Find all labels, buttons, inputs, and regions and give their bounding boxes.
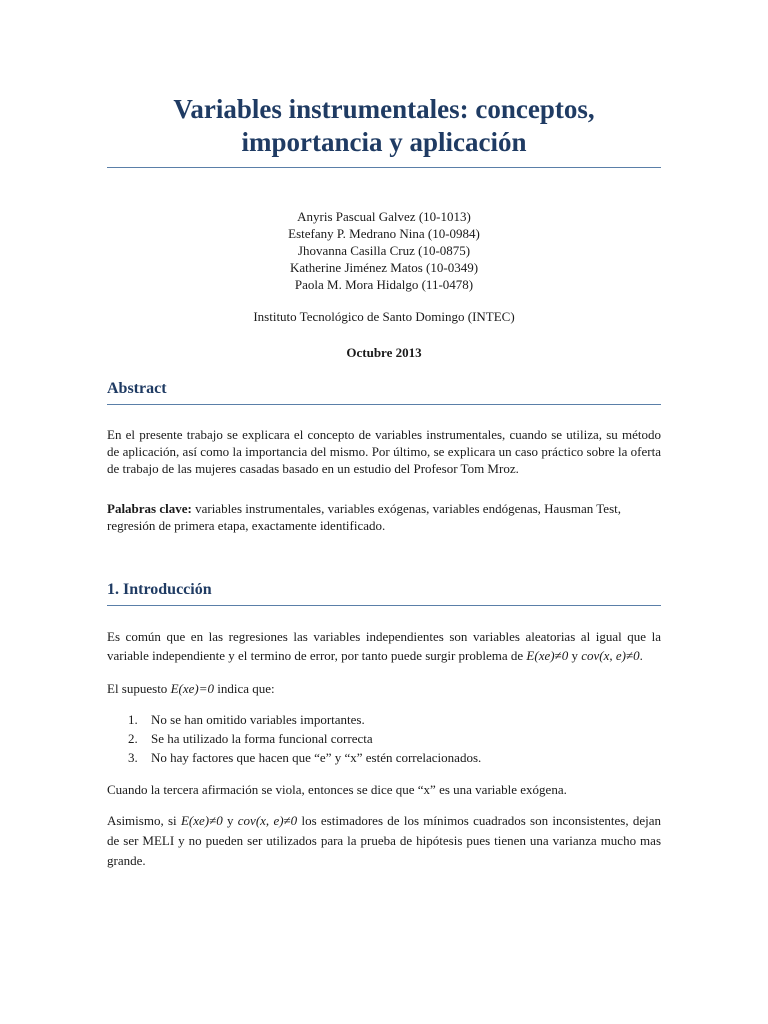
institution: Instituto Tecnológico de Santo Domingo (INTEC): [253, 309, 515, 324]
introduction-heading: 1. Introducción: [107, 581, 212, 598]
math-expression: E(xe)≠0: [180, 813, 223, 828]
title-line-2: importancia y aplicación: [241, 127, 527, 157]
author: Anyris Pascual Galvez (10-1013): [297, 209, 471, 224]
intro-paragraph-1: [107, 627, 661, 665]
section-divider: [107, 605, 661, 606]
paragraph-text: El supuesto: [107, 681, 171, 696]
math-expression: E(xe)=0: [170, 681, 214, 696]
list-number: 1.: [128, 712, 138, 727]
list-item: [107, 710, 661, 729]
paragraph-text: .: [639, 648, 643, 663]
math-expression: cov(x, e)≠0: [581, 648, 640, 663]
author: Katherine Jiménez Matos (10-0349): [289, 260, 479, 275]
list-number: 2.: [128, 731, 138, 746]
list-text: No hay factores que hacen que “e” y “x” estén correlacionados.: [151, 750, 482, 765]
math-expression: E(xe)≠0: [526, 648, 569, 663]
author-list: [107, 208, 661, 293]
list-item: [107, 748, 661, 767]
abstract-text: En el presente trabajo se explicara el concepto de variables instrumentales, cuando se utiliza, su método de aplicación, así como la importancia del mismo. Por último, se explicara un caso práctico sobre la oferta de trabajo de las mujeres casadas basado en un estudio del Profesor Tom Mroz.: [107, 427, 661, 476]
paragraph-text: los estimadores de los mínimos cuadrados son inconsistentes, dejan de ser MELI y no pueden ser utilizados para la prueba de hipótesis pues tienen una varianza mucho mas grande.: [107, 813, 662, 868]
paragraph-text: indica que:: [213, 681, 275, 696]
title-divider: [107, 167, 661, 168]
assumption-list: [107, 710, 661, 767]
intro-paragraph-2: [107, 679, 661, 698]
list-item: [107, 729, 661, 748]
list-text: Se ha utilizado la forma funcional correcta: [151, 731, 373, 746]
math-expression: cov(x, e)≠0: [237, 813, 298, 828]
keywords: [107, 500, 661, 534]
author: Estefany P. Medrano Nina (10-0984): [288, 226, 480, 241]
list-number: 3.: [128, 750, 138, 765]
intro-paragraph-3: Cuando la tercera afirmación se viola, entonces se dice que “x” es una variable exógena.: [107, 782, 567, 797]
publication-date: Octubre 2013: [346, 345, 422, 360]
paragraph-text: Es común que en las regresiones las variables independientes son variables aleatorias al igual que la variable independiente y el termino de error, por tanto puede surgir problema de: [107, 629, 661, 663]
intro-paragraph-4: [107, 811, 661, 871]
section-divider: [107, 404, 661, 405]
paper-title: [107, 0, 661, 159]
keywords-label: Palabras clave:: [107, 501, 192, 516]
title-line-1: Variables instrumentales: conceptos,: [173, 94, 595, 124]
list-text: No se han omitido variables importantes.: [151, 712, 365, 727]
keywords-text: variables instrumentales, variables exógenas, variables endógenas, Hausman Test, regresión de primera etapa, exactamente identificado.: [107, 501, 622, 533]
abstract-heading: Abstract: [107, 380, 167, 397]
paragraph-text: y: [222, 813, 238, 828]
paragraph-text: Asimismo, si: [107, 813, 181, 828]
page-content: [107, 0, 661, 871]
author: Jhovanna Casilla Cruz (10-0875): [297, 243, 471, 258]
paragraph-text: y: [568, 648, 582, 663]
author: Paola M. Mora Hidalgo (11-0478): [294, 277, 474, 292]
